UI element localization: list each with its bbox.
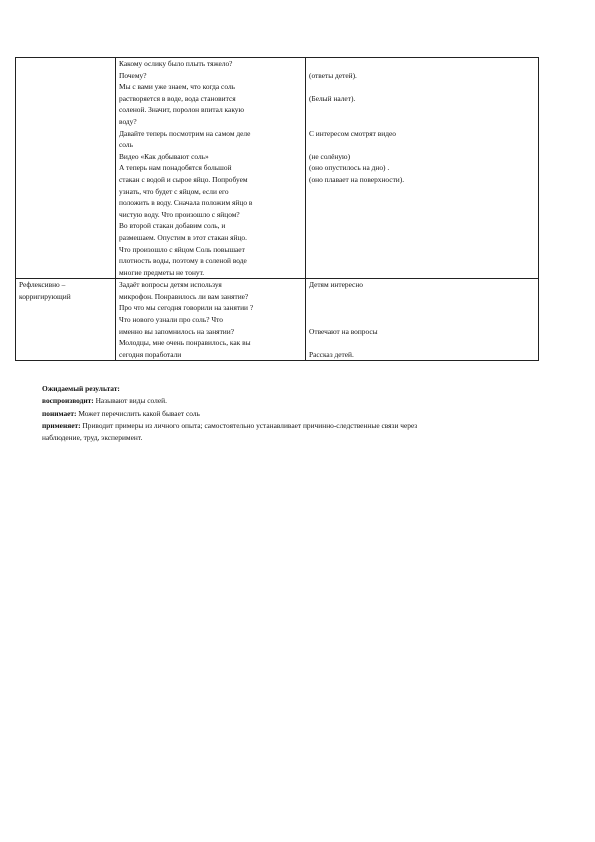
expected-results: [42, 383, 562, 444]
text-line: Видео «Как добывают соль»: [119, 151, 209, 161]
text-line: (Белый налет).: [309, 93, 356, 103]
text-line: микрофон. Понравилось ли вам занятие?: [119, 291, 249, 301]
results-line: [42, 408, 562, 420]
text-line: размешаем. Опустим в этот стакан яйцо.: [119, 232, 247, 242]
text-line: соль: [119, 140, 133, 150]
text-line: Мы с вами уже знаем, что когда соль: [119, 82, 235, 92]
text-line: Что произошло с яйцом Соль повышает: [119, 244, 245, 254]
text-line: Про что мы сегодня говорили на занятии ?: [119, 303, 254, 313]
text-line: А теперь нам понадобятся большой: [119, 163, 232, 173]
text-line: воду?: [119, 116, 137, 126]
results-line: [42, 395, 562, 407]
text-line: (ответы детей).: [309, 70, 357, 80]
text-line: Молодцы, мне очень понравилось, как вы: [119, 338, 251, 348]
text-line: Почему?: [119, 70, 147, 80]
text-line: (оно плавает на поверхности).: [309, 174, 405, 184]
text-line: Детям интересно: [309, 280, 363, 290]
stage-cell: [16, 279, 116, 361]
text-line: узнать, что будет с яйцом, если его: [119, 186, 229, 196]
stage-cell: [16, 58, 116, 279]
text-line: положить в воду. Сначала положим яйцо в: [119, 198, 253, 208]
text-line: многие предметы не тонут.: [119, 267, 205, 277]
results-text: Может перечислить какой бывает соль: [76, 408, 200, 418]
text-line: Рефлексивно –: [19, 280, 66, 290]
results-label: воспроизводит:: [42, 396, 94, 406]
text-line: Давайте теперь посмотрим на самом деле: [119, 128, 251, 138]
text-line: Что нового узнали про соль? Что: [119, 315, 223, 325]
text-line: корригирующий: [19, 291, 71, 301]
text-line: именно вы запомнилось на занятии?: [119, 326, 234, 336]
results-text: Называют виды солей.: [93, 396, 167, 406]
text-line: Отвечают на вопросы: [309, 326, 378, 336]
children-activity-cell: [306, 279, 539, 361]
text-line: соленой. Значит, поролон впитал какую: [119, 105, 245, 115]
text-line: чистую воду. Что произошло с яйцом?: [119, 209, 240, 219]
results-line: наблюдение, труд, эксперимент.: [42, 433, 143, 443]
teacher-activity-cell: [116, 58, 306, 279]
results-label: применяет:: [42, 420, 81, 430]
table-row: [16, 58, 539, 279]
children-activity-cell: [306, 58, 539, 279]
lesson-table: [15, 57, 539, 361]
results-heading: Ожидаемый результат:: [42, 384, 120, 393]
text-line: (не солёную): [309, 151, 351, 161]
text-line: сегодня поработали: [119, 349, 182, 359]
text-line: Какому ослику было плыть тяжело?: [119, 59, 233, 68]
results-label: понимает:: [42, 408, 77, 418]
results-text: Приводит примеры из личного опыта; самостоятельно устанавливает причинно-следственные связи через: [80, 420, 418, 430]
text-line: (оно опустилось на дно) .: [309, 163, 390, 173]
table-row: [16, 279, 539, 361]
text-line: плотность воды, поэтому в соленой воде: [119, 256, 247, 266]
text-line: Во второй стакан добавим соль, и: [119, 221, 226, 231]
text-line: стакан с водой и сырое яйцо. Попробуем: [119, 174, 248, 184]
text-line: Рассказ детей.: [309, 349, 354, 359]
text-line: растворяется в воде, вода становится: [119, 93, 236, 103]
results-line: [42, 420, 562, 432]
text-line: С интересом смотрят видео: [309, 128, 396, 138]
text-line: Задаёт вопросы детям используя: [119, 280, 222, 290]
teacher-activity-cell: [116, 279, 306, 361]
